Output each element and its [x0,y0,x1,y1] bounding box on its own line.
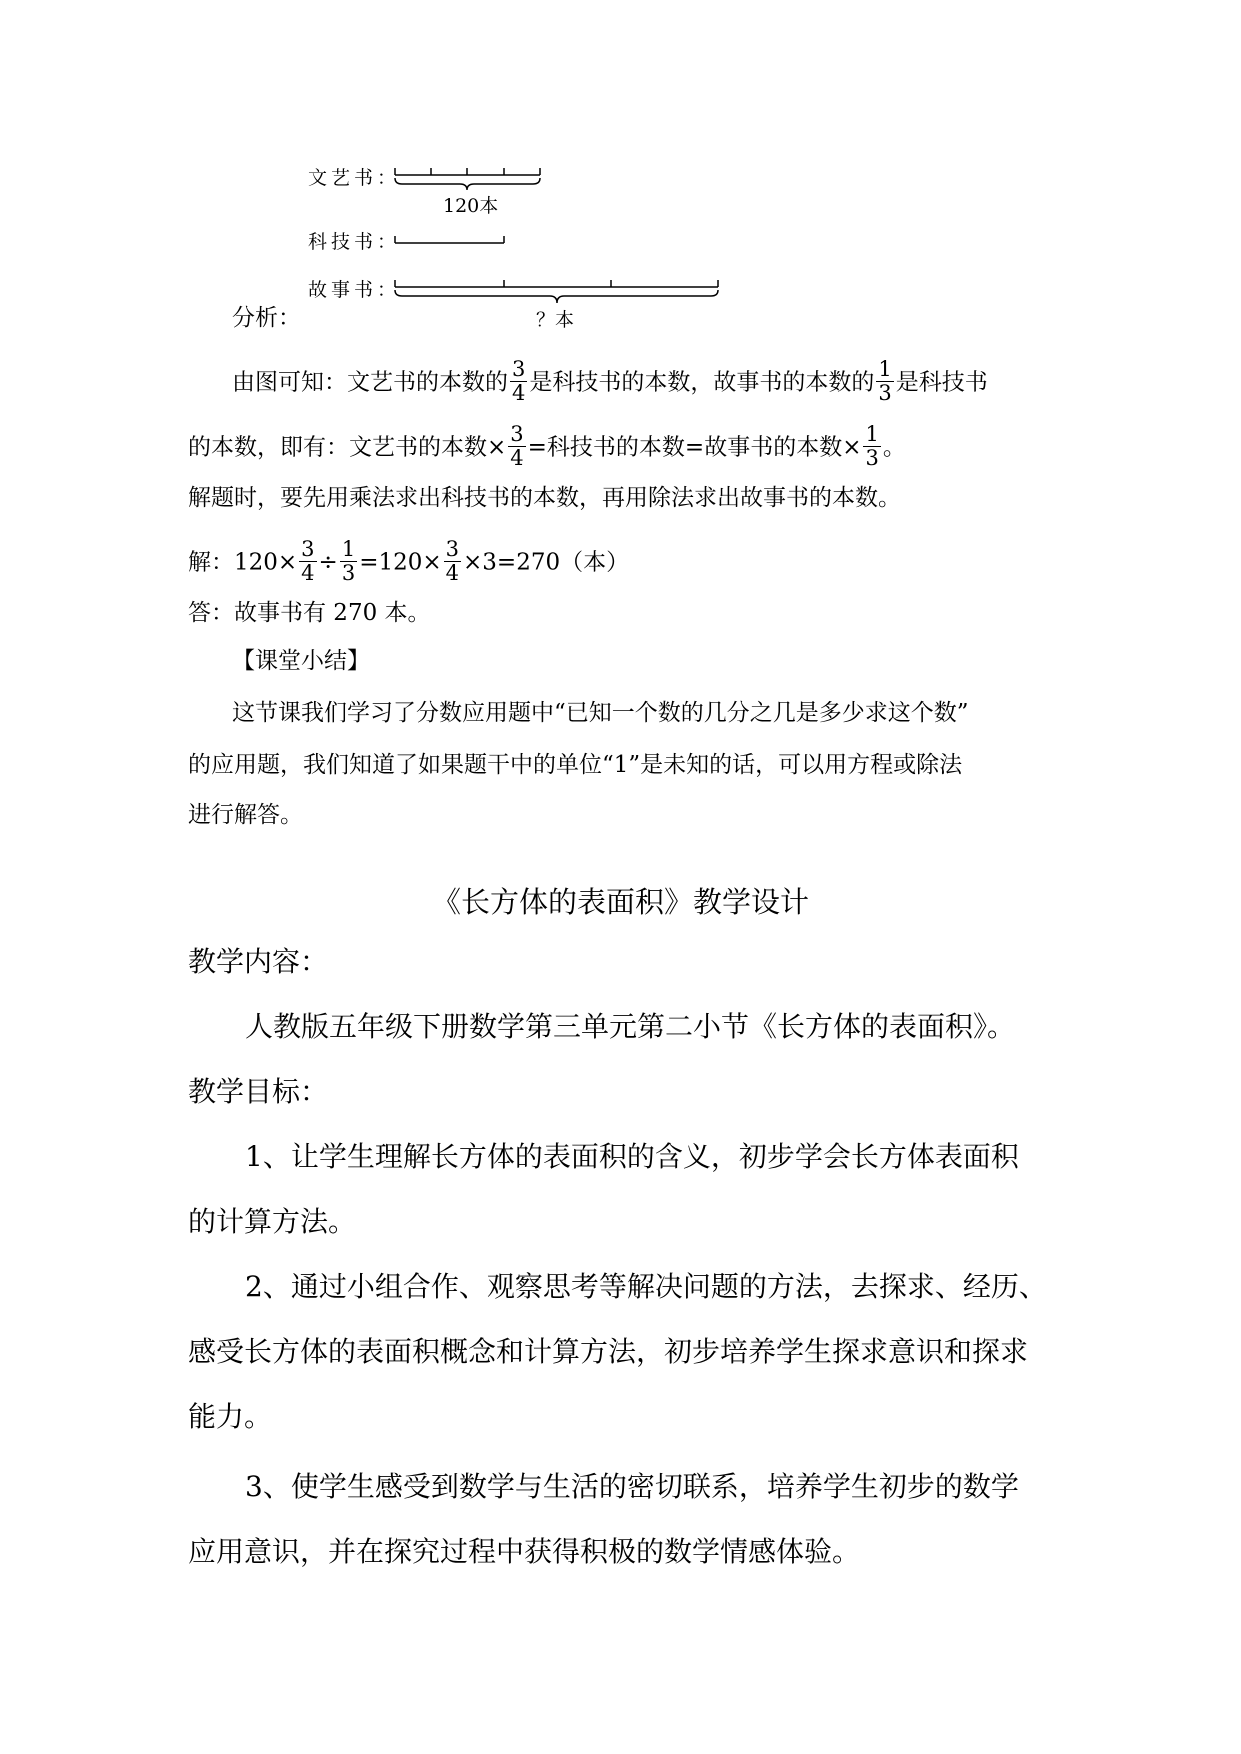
analysis-line-2-part-a: 的本数，即有：文艺书的本数× [188,434,507,461]
fraction-numerator: 3 [301,537,315,561]
analysis-line-1-part-a: 由图可知：文艺书的本数的 [232,369,508,396]
summary-line-2: 的应用题，我们知道了如果题干中的单位“1”是未知的话，可以用方程或除法 [188,752,963,778]
fraction-numerator: 1 [341,537,356,561]
story-unknown-label: ？本 [536,309,575,331]
story-books-label: 故事书： [308,279,401,301]
solution-part-2: ÷ [318,549,338,576]
literature-total-label: 120本 [443,195,499,217]
fraction-numerator: 3 [445,537,460,561]
analysis-line-2-part-b: =科技书的本数=故事书的本数× [527,434,862,461]
bar-diagram-graphics [0,0,1241,340]
science-bar [395,236,504,243]
fraction-numerator: 3 [512,357,526,381]
fraction-denominator: 4 [445,561,460,585]
answer-line: 答：故事书有 270 本。 [188,600,431,626]
content-text: 人教版五年级下册数学第三单元第二小节《长方体的表面积》。 [245,1010,1016,1043]
fraction-denominator: 3 [865,446,879,470]
fraction-denominator: 4 [301,561,315,585]
goal-2-line-2: 感受长方体的表面积概念和计算方法，初步培养学生探求意识和探求 [188,1335,1029,1368]
fraction-numerator: 3 [510,422,524,446]
goal-2-line-3: 能力。 [188,1400,273,1433]
fraction-denominator: 3 [341,561,356,585]
fraction-denominator: 3 [878,381,892,405]
literature-bar [395,168,540,190]
fraction-one-third [863,423,880,470]
summary-heading: 【课堂小结】 [232,648,370,674]
fraction-numerator: 1 [878,357,892,381]
analysis-line-2 [188,422,906,472]
fraction-one-third [876,358,893,405]
fraction-three-quarters [510,358,527,405]
solution-part-1: 120× [234,549,298,576]
analysis-line-1-part-c: 是科技书 [895,369,988,396]
solution-line [188,537,630,587]
story-bar [395,280,718,303]
fraction-three-quarters [299,538,316,585]
fraction-denominator: 4 [512,381,526,405]
goal-2-line-1: 2、通过小组合作、观察思考等解决问题的方法，去探求、经历、 [245,1270,1047,1303]
solution-part-4: ×3=270（本） [463,549,630,576]
science-books-label: 科技书： [308,231,401,253]
literature-books-label: 文艺书： [308,167,401,189]
fraction-denominator: 4 [510,446,524,470]
summary-line-3: 进行解答。 [188,802,303,828]
goals-heading: 教学目标： [188,1075,329,1108]
analysis-line-2-part-c: 。 [882,434,906,461]
goal-1-line-1: 1、让学生理解长方体的表面积的含义，初步学会长方体表面积 [245,1140,1019,1173]
fraction-numerator: 1 [865,422,879,446]
analysis-line-1-part-b: 是科技书的本数，故事书的本数的 [529,369,875,396]
analysis-line-1 [232,357,988,407]
goal-3-line-2: 应用意识，并在探究过程中获得积极的数学情感体验。 [188,1535,861,1568]
fraction-three-quarters [444,538,461,585]
analysis-line-3: 解题时，要先用乘法求出科技书的本数，再用除法求出故事书的本数。 [188,485,901,511]
goal-3-line-1: 3、使学生感受到数学与生活的密切联系，培养学生初步的数学 [245,1470,1019,1503]
fraction-three-quarters [508,423,525,470]
lesson-title: 《长方体的表面积》教学设计 [431,885,809,919]
summary-line-1: 这节课我们学习了分数应用题中“已知一个数的几分之几是多少求这个数” [232,700,969,726]
analysis-label: 分析： [232,305,301,331]
goal-1-line-2: 的计算方法。 [188,1205,357,1238]
solution-prefix: 解： [188,549,234,576]
content-heading: 教学内容： [188,945,329,978]
solution-part-3: =120× [359,549,442,576]
fraction-one-third [340,538,357,585]
